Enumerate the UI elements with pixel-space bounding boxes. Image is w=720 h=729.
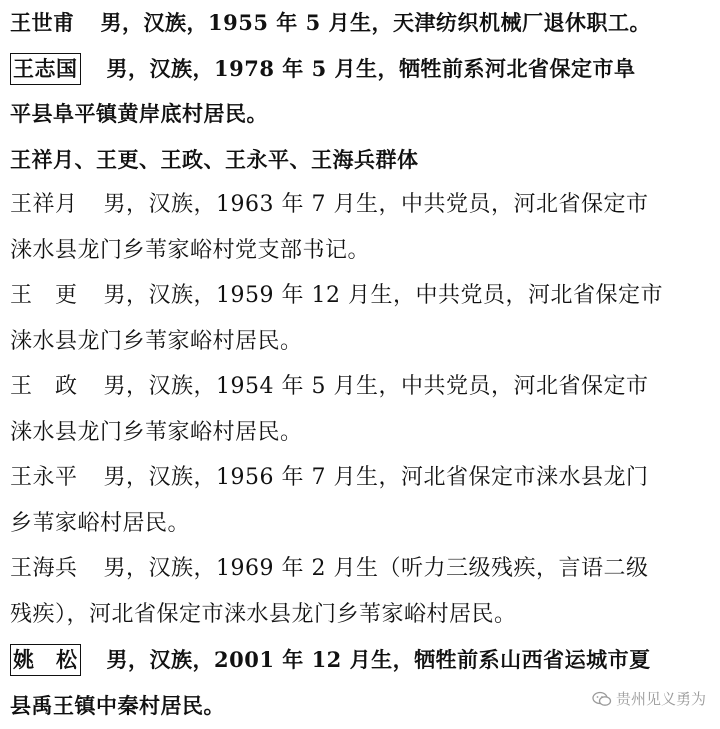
document-page <box>10 0 710 728</box>
entry-line <box>10 46 710 92</box>
person-info-continued: 平县阜平镇黄岸底村居民。 <box>10 101 268 126</box>
person-info-continued: 涞水县龙门乡苇家峪村居民。 <box>10 419 303 445</box>
person-info: 男，汉族，1978 年 5 月生，牺牲前系河北省保定市阜 <box>106 55 636 81</box>
person-info-continued: 涞水县龙门乡苇家峪村党支部书记。 <box>10 237 371 263</box>
entry-line-continued <box>10 91 710 137</box>
group-title <box>10 137 710 183</box>
entry-line <box>10 364 710 410</box>
person-info: 男，汉族，1956 年 7 月生，河北省保定市涞水县龙门 <box>103 465 649 490</box>
person-name: 王 更 <box>10 283 78 308</box>
person-name: 王 政 <box>10 374 78 399</box>
person-info: 男，汉族，1954 年 5 月生，中共党员，河北省保定市 <box>103 374 649 399</box>
entry-line <box>10 546 710 592</box>
person-info: 男，汉族，1969 年 2 月生（听力三级残疾，言语二级 <box>103 556 649 581</box>
person-info: 男，汉族，1955 年 5 月生，天津纺织机械厂退休职工。 <box>100 10 651 35</box>
person-name-boxed: 王志国 <box>10 53 81 85</box>
person-info: 男，汉族，1963 年 7 月生，中共党员，河北省保定市 <box>103 192 649 217</box>
person-info-continued: 乡苇家峪村居民。 <box>10 510 191 536</box>
entry-line-continued <box>10 501 710 547</box>
person-info-continued: 残疾），河北省保定市涞水县龙门乡苇家峪村居民。 <box>10 601 517 627</box>
entry-line-continued <box>10 228 710 274</box>
entry-line <box>10 0 710 46</box>
entry-line-continued <box>10 410 710 456</box>
watermark-text: 贵州见义勇为 <box>615 690 706 708</box>
group-title-text: 王祥月、王更、王政、王永平、王海兵群体 <box>10 146 419 172</box>
person-info: 男，汉族，2001 年 12 月生，牺牲前系山西省运城市夏 <box>106 647 651 672</box>
person-name: 王海兵 <box>10 556 78 581</box>
person-name: 王永平 <box>10 465 78 490</box>
watermark <box>592 688 706 709</box>
person-name: 王祥月 <box>10 192 78 217</box>
entry-line <box>10 455 710 501</box>
entry-line <box>10 637 710 683</box>
person-info-continued: 涞水县龙门乡苇家峪村居民。 <box>10 328 303 354</box>
entry-line <box>10 273 710 319</box>
person-name-boxed: 姚 松 <box>10 644 81 676</box>
entry-line <box>10 182 710 228</box>
person-name: 王世甫 <box>10 10 75 35</box>
wechat-icon <box>592 691 612 707</box>
entry-line-continued <box>10 592 710 638</box>
person-info: 男，汉族，1959 年 12 月生，中共党员，河北省保定市 <box>103 283 663 308</box>
person-info-continued: 县禹王镇中秦村居民。 <box>10 692 225 718</box>
entry-line-continued <box>10 319 710 365</box>
